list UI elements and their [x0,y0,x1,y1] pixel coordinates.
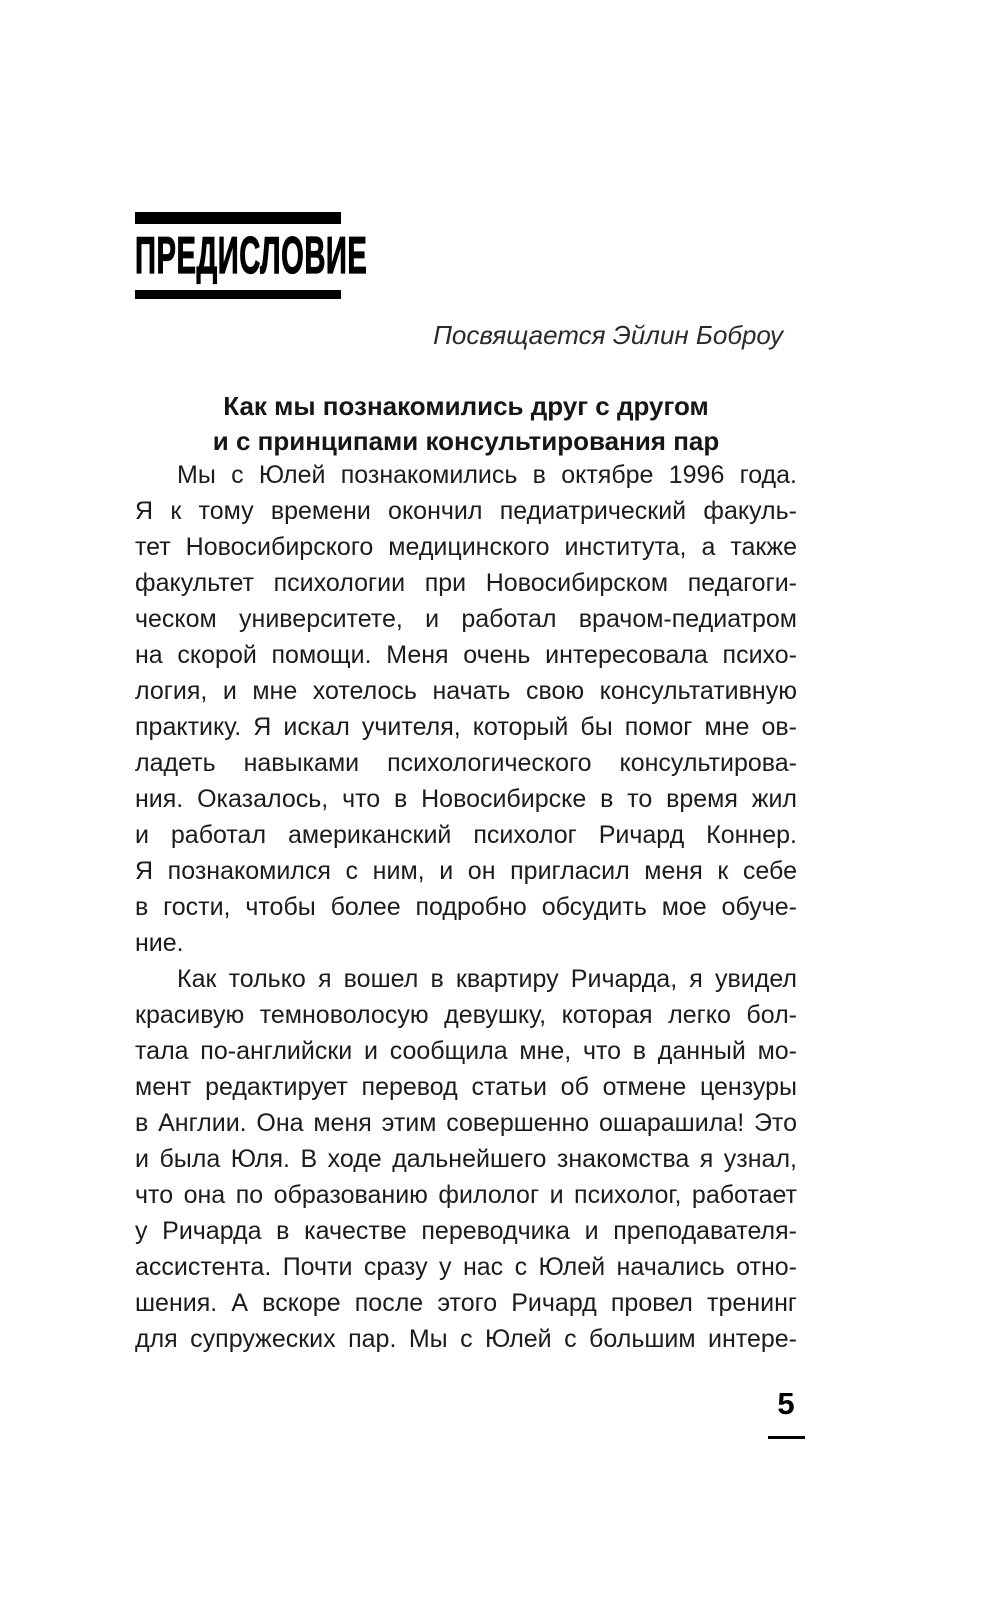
text-line: что она по образованию филолог и психолог, работает [135,1181,797,1209]
text-line: тет Новосибирского медицинского института, а также [135,533,797,561]
body-text [135,457,797,1357]
text-line: мент редактирует перевод статьи об отмене цензуры [135,1073,797,1101]
text-line: факультет психологии при Новосибирском педагоги- [135,569,797,597]
text-line: тала по-английски и сообщила мне, что в данный мо- [135,1037,797,1065]
text-line: ассистента. Почти сразу у нас с Юлей начались отно- [135,1253,797,1281]
section-heading [135,389,797,459]
text-line: ние. [135,929,184,957]
section-heading-line-1: Как мы познакомились друг с другом [223,391,709,421]
text-line: в Англии. Она меня этим совершенно ошарашила! Это [135,1109,797,1137]
text-line: логия, и мне хотелось начать свою консультативную [135,677,797,705]
text-line: у Ричарда в качестве переводчика и преподавателя- [135,1217,797,1245]
paragraph [135,457,797,961]
title-rule-top [135,212,341,224]
text-line: Как только я вошел в квартиру Ричарда, я увидел [177,965,797,993]
text-line: практику. Я искал учителя, который бы помог мне ов- [135,713,797,741]
chapter-title: ПРЕДИСЛОВИЕ [135,227,368,285]
paragraph [135,961,797,1357]
text-line: ладеть навыками психологического консультирова- [135,749,797,777]
text-line: и была Юля. В ходе дальнейшего знакомства я узнал, [135,1145,797,1173]
text-line: красивую темноволосую девушку, которая легко бол- [135,1001,797,1029]
text-line: в гости, чтобы более подробно обсудить мое обуче- [135,893,797,921]
text-line: ния. Оказалось, что в Новосибирске в то время жил [135,785,797,813]
text-line: и работал американский психолог Ричард Коннер. [135,821,797,849]
chapter-title-block [135,212,550,299]
title-rule-bottom [135,290,341,299]
text-line: Я познакомился с ним, и он пригласил меня к себе [135,857,797,885]
text-line: Мы с Юлей познакомились в октябре 1996 года. [177,461,797,489]
page-number: 5 [777,1386,795,1421]
text-line: шения. А вскоре после этого Ричард провел тренинг [135,1289,797,1317]
text-line: ческом университете, и работал врачом-педиатром [135,605,797,633]
page-number-block [756,1386,816,1439]
dedication: Посвящается Эйлин Боброу [433,320,783,350]
text-line: на скорой помощи. Меня очень интересовала психо- [135,641,797,669]
section-heading-line-2: и с принципами консультирования пар [212,426,720,456]
text-line: Я к тому времени окончил педиатрический факуль- [135,497,797,525]
text-line: для супружеских пар. Мы с Юлей с большим интере- [135,1325,797,1353]
page-number-rule [768,1436,805,1439]
